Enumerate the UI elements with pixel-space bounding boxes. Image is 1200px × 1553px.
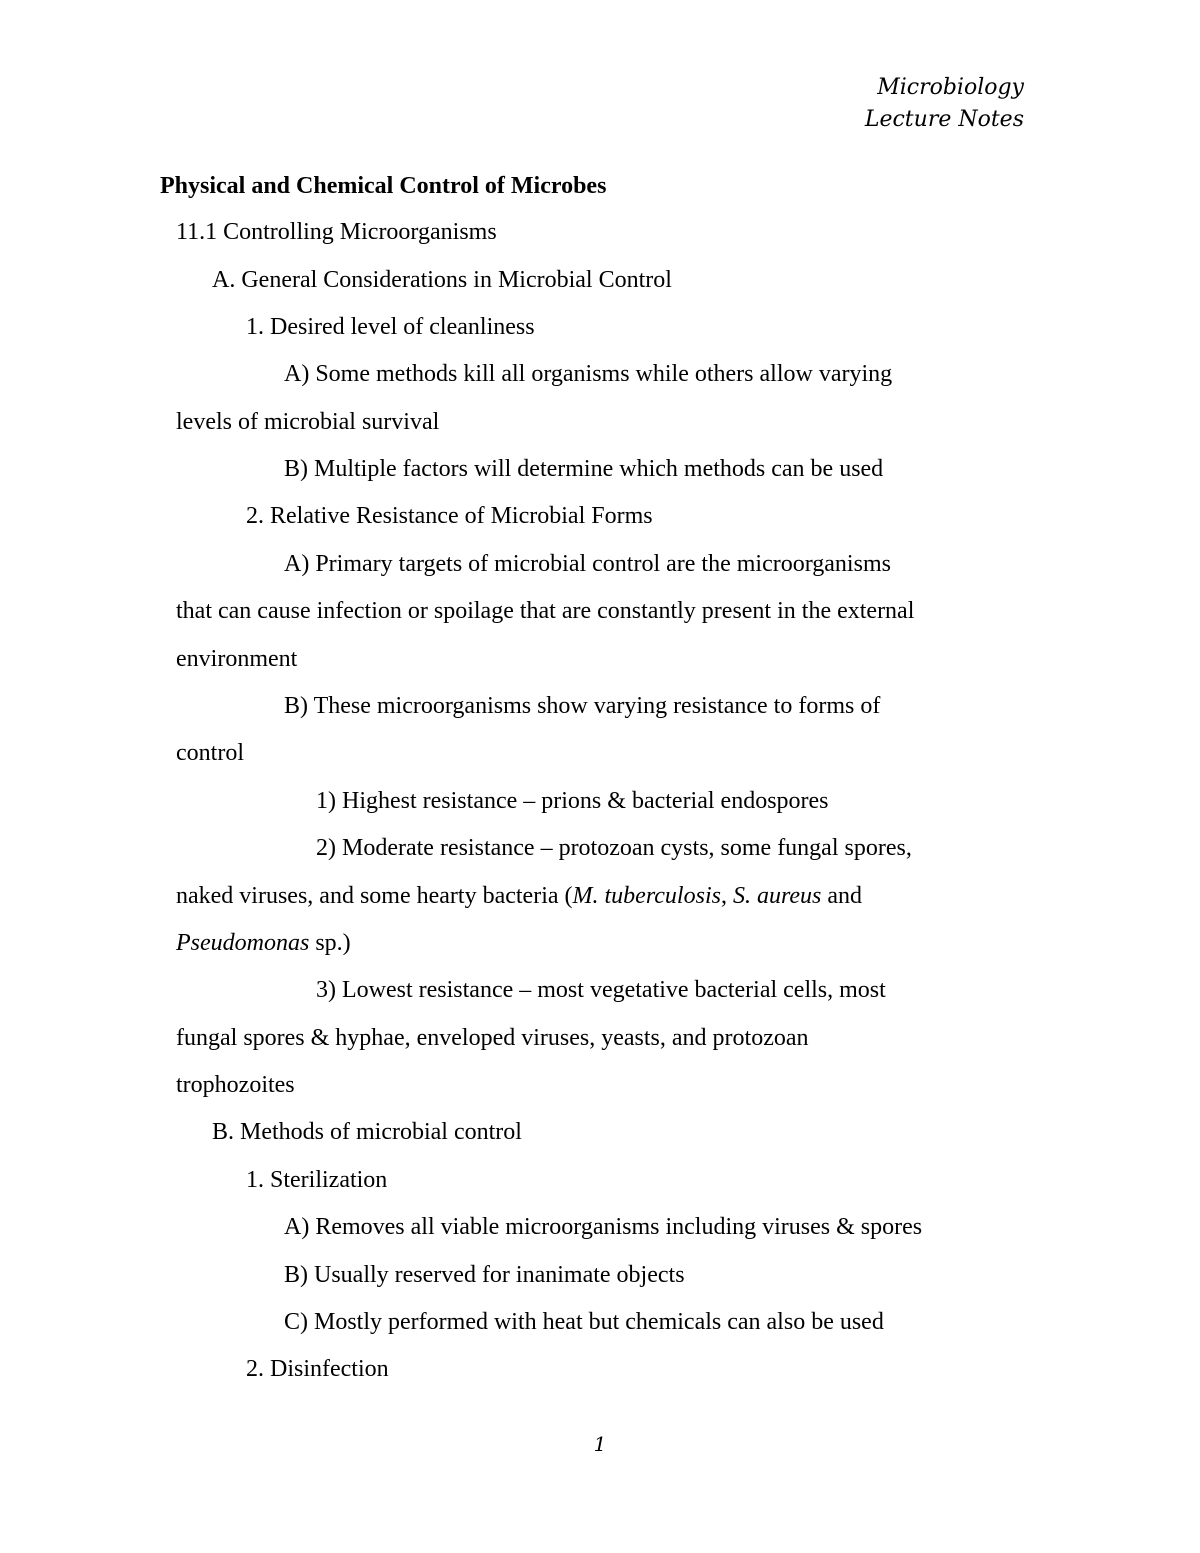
outline-item-continuation [176, 880, 862, 912]
species-name: S. aureus [732, 883, 822, 909]
text-run: sp.) [309, 930, 351, 956]
species-name: M. tuberculosis [572, 883, 721, 909]
outline-item: B) Multiple factors will determine which methods can be used [284, 456, 884, 482]
subsection-heading: A. General Considerations in Microbial Control [212, 267, 672, 293]
outline-item: B) Usually reserved for inanimate objects [284, 1262, 685, 1288]
outline-item: A) Removes all viable microorganisms including viruses & spores [284, 1214, 923, 1240]
outline-item: 3) Lowest resistance – most vegetative bacterial cells, most [316, 977, 886, 1003]
page-number: 1 [593, 1432, 607, 1456]
outline-item-continuation: fungal spores & hyphae, enveloped viruses, yeasts, and protozoan [176, 1025, 809, 1051]
outline-item: 2. Disinfection [246, 1356, 389, 1382]
outline-item: 1. Desired level of cleanliness [246, 314, 535, 340]
outline-item: 1. Sterilization [246, 1167, 388, 1193]
text-run: and [821, 883, 863, 909]
text-run: , [720, 883, 733, 909]
outline-item-continuation [176, 927, 351, 959]
outline-item-continuation: trophozoites [176, 1072, 295, 1098]
outline-item: 2. Relative Resistance of Microbial Forms [246, 503, 653, 529]
outline-item: C) Mostly performed with heat but chemicals can also be used [284, 1309, 884, 1335]
outline-item-continuation: that can cause infection or spoilage that are constantly present in the external [176, 598, 915, 624]
outline-item: 2) Moderate resistance – protozoan cysts, some fungal spores, [316, 835, 912, 861]
text-run: naked viruses, and some hearty bacteria ( [176, 883, 573, 909]
outline-item-continuation: control [176, 740, 244, 766]
header-subject: Microbiology [877, 75, 1024, 100]
document-title: Physical and Chemical Control of Microbes [160, 173, 607, 199]
outline-item: 1) Highest resistance – prions & bacterial endospores [316, 788, 829, 814]
genus-name: Pseudomonas [176, 930, 310, 956]
outline-item: B) These microorganisms show varying resistance to forms of [284, 693, 881, 719]
subsection-heading: B. Methods of microbial control [212, 1119, 522, 1145]
outline-item: A) Primary targets of microbial control are the microorganisms [284, 551, 891, 577]
outline-item: A) Some methods kill all organisms while others allow varying [284, 361, 893, 387]
outline-item-continuation: environment [176, 646, 298, 672]
outline-item-continuation: levels of microbial survival [176, 409, 440, 435]
header-doc-type: Lecture Notes [864, 107, 1024, 132]
section-heading: 11.1 Controlling Microorganisms [176, 219, 497, 245]
